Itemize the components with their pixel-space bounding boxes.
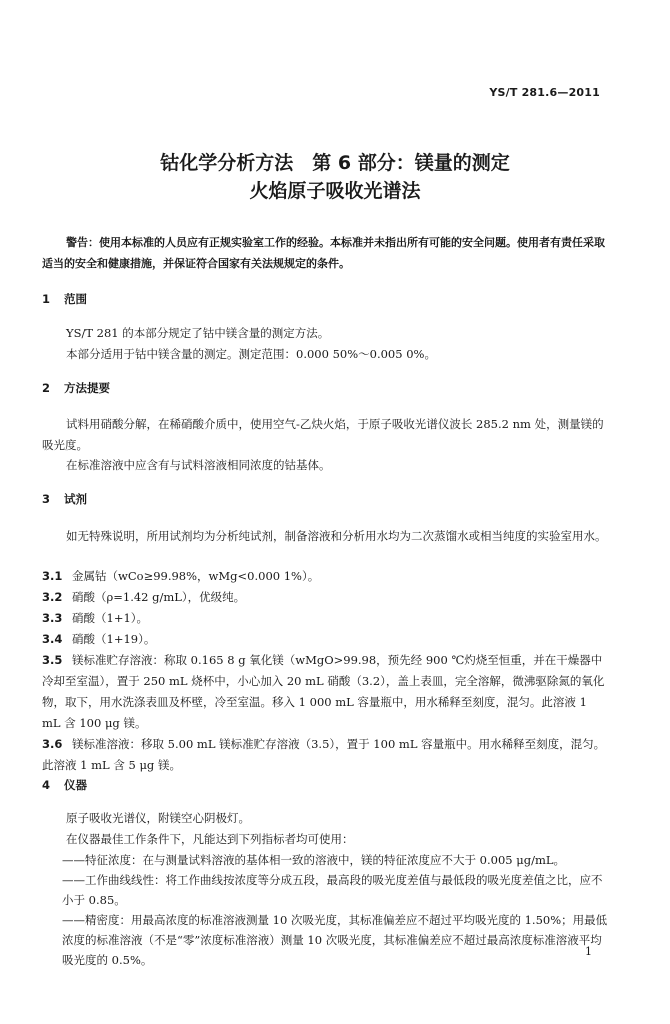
reagent-item [42,629,608,650]
instrument-criterion: ——特征浓度：在与测量试料溶液的基体相一致的溶液中，镁的特征浓度应不大于 0.005 μg/mL。 [62,853,565,867]
reagent-item [42,650,608,734]
item-text: 硝酸（1+1）。 [72,611,149,625]
section-2-heading [42,380,110,396]
section-4-heading [42,777,87,793]
safety-warning: 警告：使用本标准的人员应有正规实验室工作的经验。本标准并未指出所有可能的安全问题。使用者有责任采取适当的安全和健康措施，并保证符合国家有关法规规定的条件。 [42,236,605,270]
section-2-paragraph-1: 试料用硝酸分解，在稀硝酸介质中，使用空气-乙炔火焰，于原子吸收光谱仪波长 285.2 nm 处，测量镁的吸光度。 [42,417,604,452]
item-number: 3.6 [42,737,63,751]
instrument-criterion: ——精密度：用最高浓度的标准溶液测量 10 次吸光度，其标准偏差应不超过平均吸光度的 1.50%；用最低浓度的标准溶液（不是“零”浓度标准溶液）测量 10 次吸光度，其标准偏差应不超过最高浓度标准溶液平均吸光度的 0.5%。 [62,913,608,967]
section-title: 仪器 [64,778,87,792]
page-number: 1 [585,945,592,958]
item-number: 3.4 [42,632,63,646]
section-title: 试剂 [64,492,87,506]
document-title: 钴化学分析方法 第 6 部分：镁量的测定 [160,152,510,174]
section-4-paragraph-1: 原子吸收光谱仪，附镁空心阴极灯。 [66,811,250,825]
item-number: 3.2 [42,590,63,604]
item-text: 金属钴（wCo≥99.98%，wMg<0.000 1%）。 [72,569,320,583]
section-title: 方法提要 [64,381,110,395]
item-number: 3.1 [42,569,63,583]
standard-code: YS/T 281.6—2011 [489,86,600,99]
item-number: 3.5 [42,653,63,667]
section-number: 2 [42,381,51,395]
section-number: 1 [42,292,51,306]
instrument-criterion: ——工作曲线线性：将工作曲线按浓度等分成五段，最高段的吸光度差值与最低段的吸光度差值之比，应不小于 0.85。 [62,873,603,907]
item-number: 3.3 [42,611,63,625]
section-3-paragraph-1: 如无特殊说明，所用试剂均为分析纯试剂，制备溶液和分析用水均为二次蒸馏水或相当纯度的实验室用水。 [66,529,607,543]
document-subtitle: 火焰原子吸收光谱法 [249,180,421,202]
section-1-heading [42,291,87,307]
section-number: 3 [42,492,51,506]
section-3-heading [42,491,87,507]
reagent-item [42,566,608,587]
section-1-paragraph-2: 本部分适用于钴中镁含量的测定。测定范围：0.000 50%～0.005 0%。 [66,347,436,361]
item-text: 镁标准贮存溶液：称取 0.165 8 g 氧化镁（wMgO>99.98，预先经 900 ℃灼烧至恒重，并在干燥器中冷却至室温），置于 250 mL 烧杯中，小心加入 20 mL 硝酸（3.2），盖上表皿，完全溶解，微沸驱除氮的氧化物，取下，用水洗涤表皿及杯壁，冷至室温。移入 1 000 mL 容量瓶中，用水稀释至刻度，混匀。此溶液 1 mL 含 100 μg 镁。 [42,653,605,730]
reagent-item [42,587,608,608]
section-4-paragraph-2: 在仪器最佳工作条件下，凡能达到下列指标者均可使用： [66,832,354,846]
item-text: 硝酸（ρ=1.42 g/mL），优级纯。 [72,590,246,604]
section-title: 范围 [64,292,87,306]
section-1-paragraph-1: YS/T 281 的本部分规定了钴中镁含量的测定方法。 [66,326,330,340]
item-text: 硝酸（1+19）。 [72,632,156,646]
reagent-item [42,608,608,629]
item-text: 镁标准溶液：移取 5.00 mL 镁标准贮存溶液（3.5），置于 100 mL 容量瓶中。用水稀释至刻度，混匀。此溶液 1 mL 含 5 μg 镁。 [42,737,606,772]
reagent-item [42,734,608,776]
section-2-paragraph-2: 在标准溶液中应含有与试料溶液相同浓度的钴基体。 [66,458,331,472]
section-number: 4 [42,778,51,792]
